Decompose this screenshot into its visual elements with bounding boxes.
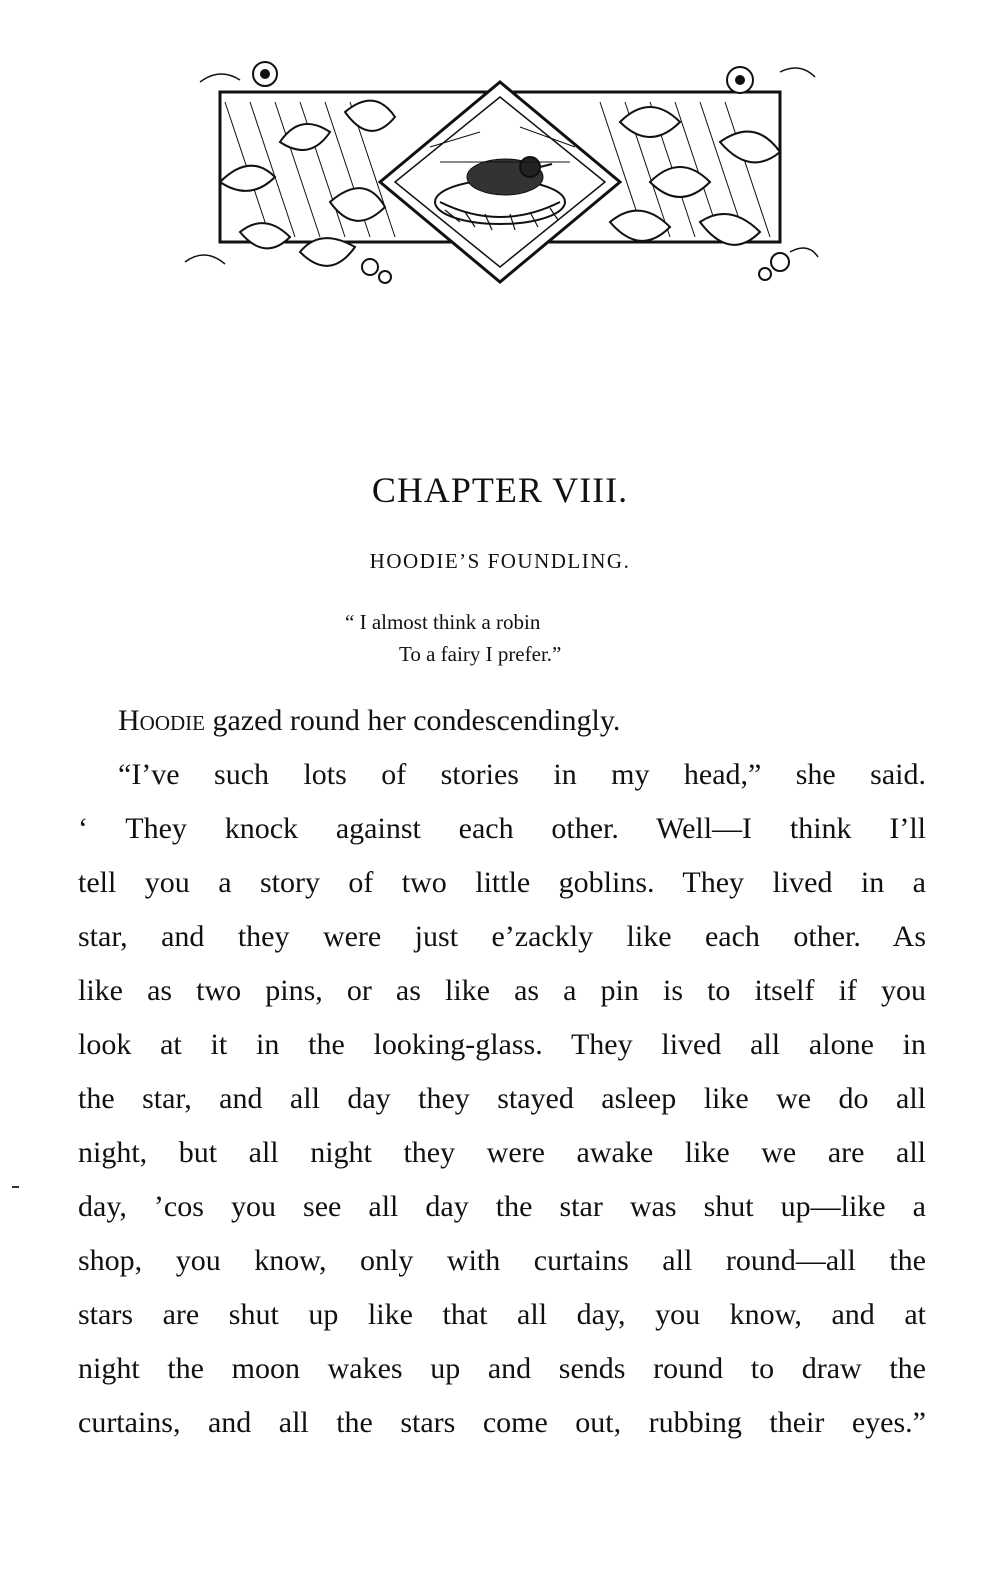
body-text: [78, 694, 926, 1450]
text-line: day, ’cos you see all day the star was shut up—like a: [78, 1190, 926, 1223]
chapter-subtitle: HOODIE’S FOUNDLING.: [369, 549, 631, 573]
text-line: tell you a story of two little goblins. They lived in a: [78, 866, 926, 899]
text-line: stars are shut up like that all day, you know, and at: [78, 1298, 926, 1331]
stray-ink-mark: [12, 1186, 19, 1188]
lead-word: Hoodie: [118, 704, 205, 737]
text-line: Hoodie gazed round her condescendingly.: [118, 704, 621, 737]
text-line: night, but all night they were awake like we are all: [78, 1136, 926, 1169]
text-line: like as two pins, or as like as a pin is to itself if you: [78, 974, 926, 1007]
chapter-title: CHAPTER VIII.: [371, 470, 629, 510]
epigraph: [345, 606, 561, 670]
text-line: the star, and all day they stayed asleep like we do all: [78, 1082, 926, 1115]
text-line: curtains, and all the stars come out, rubbing their eyes.”: [78, 1406, 926, 1439]
text-line: star, and they were just e’zackly like each other. As: [78, 920, 926, 953]
text-line: look at it in the looking-glass. They lived all alone in: [78, 1028, 926, 1061]
text-line: “I’ve such lots of stories in my head,” she said.: [118, 758, 926, 791]
text-line: ‘ They knock against each other. Well—I think I’ll: [78, 812, 926, 845]
floral-headpiece-icon: [180, 52, 820, 292]
text-line: shop, you know, only with curtains all round—all the: [78, 1244, 926, 1277]
epigraph-line: “ I almost think a robin: [345, 610, 541, 634]
epigraph-line: To a fairy I prefer.”: [399, 642, 562, 666]
text-line: night the moon wakes up and sends round to draw the: [78, 1352, 926, 1385]
